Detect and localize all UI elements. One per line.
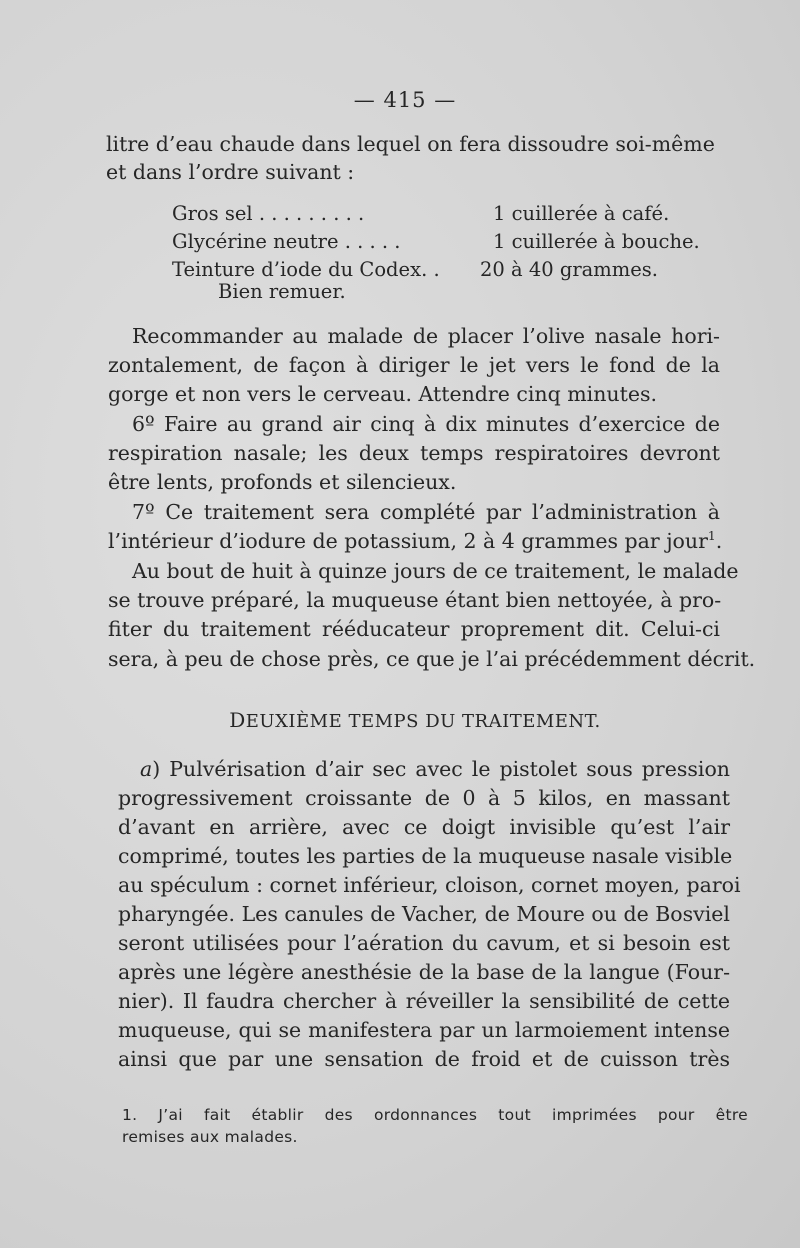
text-line: Recommander au malade de placer l’olive nasale hori-	[132, 324, 720, 348]
text-line: se trouve préparé, la muqueuse étant bien nettoyée, à pro-	[108, 588, 722, 612]
text-line: progressivement croissante de 0 à 5 kilos, en massant	[118, 786, 730, 810]
text-line: Au bout de huit à quinze jours de ce traitement, le malade	[132, 559, 739, 583]
recipe-row	[0, 228, 800, 257]
footnote-line-1: 1. J’ai fait établir des ordonnances tout imprimées pour être	[122, 1106, 748, 1124]
recipe-item-dose: 1 cuillerée à café.	[493, 202, 670, 225]
text-line: respiration nasale; les deux temps respiratoires devront	[108, 441, 720, 465]
text-line: comprimé, toutes les parties de la muqueuse nasale visible	[118, 844, 733, 868]
recipe-item-dose: 1 cuillerée à bouche.	[493, 230, 700, 253]
footnote-line-2: remises aux malades.	[122, 1128, 298, 1146]
text-line: gorge et non vers le cerveau. Attendre cinq minutes.	[108, 382, 658, 406]
section-heading	[0, 708, 800, 732]
intro-line-2: et dans l’ordre suivant :	[106, 160, 355, 184]
text-line-with-footnote: l’intérieur d’iodure de potassium, 2 à 4 grammes par jour$^1$.	[108, 529, 723, 553]
text-line: 6º Faire au grand air cinq à dix minutes d’exercice de	[132, 412, 720, 436]
list-marker: a	[140, 757, 153, 781]
text-line: muqueuse, qui se manifestera par un larmoiement intense	[118, 1018, 730, 1042]
text-line: pharyngée. Les canules de Vacher, de Moure ou de Bosviel	[118, 902, 730, 926]
text-line: d’avant en arrière, avec ce doigt invisible qu’est l’air	[118, 815, 730, 839]
text-line: après une légère anesthésie de la base de la langue (Four-	[118, 960, 730, 984]
text-line: ainsi que par une sensation de froid et de cuisson très	[118, 1047, 730, 1071]
text-line: être lents, profonds et silencieux.	[108, 470, 457, 494]
text-line	[140, 755, 730, 784]
recipe-item-dose: 20 à 40 grammes.	[480, 258, 659, 281]
footnote-ref: 1	[707, 529, 716, 544]
text-line: zontalement, de façon à diriger le jet vers le fond de la	[108, 353, 720, 377]
text-line: au spéculum : cornet inférieur, cloison, cornet moyen, paroi	[118, 873, 741, 897]
section-heading-rest: EUXIÈME TEMPS DU TRAITEMENT.	[245, 711, 601, 732]
text-line: l’intérieur d’iodure de potassium, 2 à 4 grammes par jour	[108, 529, 708, 553]
text-line: fiter du traitement rééducateur proprement dit. Celui-ci	[108, 617, 720, 641]
recipe-row	[0, 256, 800, 285]
text-line: nier). Il faudra chercher à réveiller la sensibilité de cette	[118, 989, 730, 1013]
text-line: 7º Ce traitement sera complété par l’administration à	[132, 500, 720, 524]
page-number: — 415 —	[353, 88, 457, 112]
recipe-item-name: Gros sel . . . . . . . . .	[172, 202, 365, 225]
text-line: sera, à peu de chose près, ce que je l’ai précédemment décrit.	[108, 647, 756, 671]
text-line: seront utilisées pour l’aération du cavum, et si besoin est	[118, 931, 730, 955]
recipe-row	[0, 200, 800, 229]
intro-line-1: litre d’eau chaude dans lequel on fera dissoudre soi-même	[106, 132, 715, 156]
recipe-list	[0, 200, 800, 303]
section-heading-initial: D	[229, 708, 246, 732]
recipe-instruction: Bien remuer.	[218, 280, 346, 303]
recipe-item-name: Teinture d’iode du Codex. .	[172, 258, 440, 281]
text-line-content: ) Pulvérisation d’air sec avec le pistolet sous pression	[152, 757, 730, 781]
recipe-item-name: Glycérine neutre . . . . .	[172, 230, 401, 253]
